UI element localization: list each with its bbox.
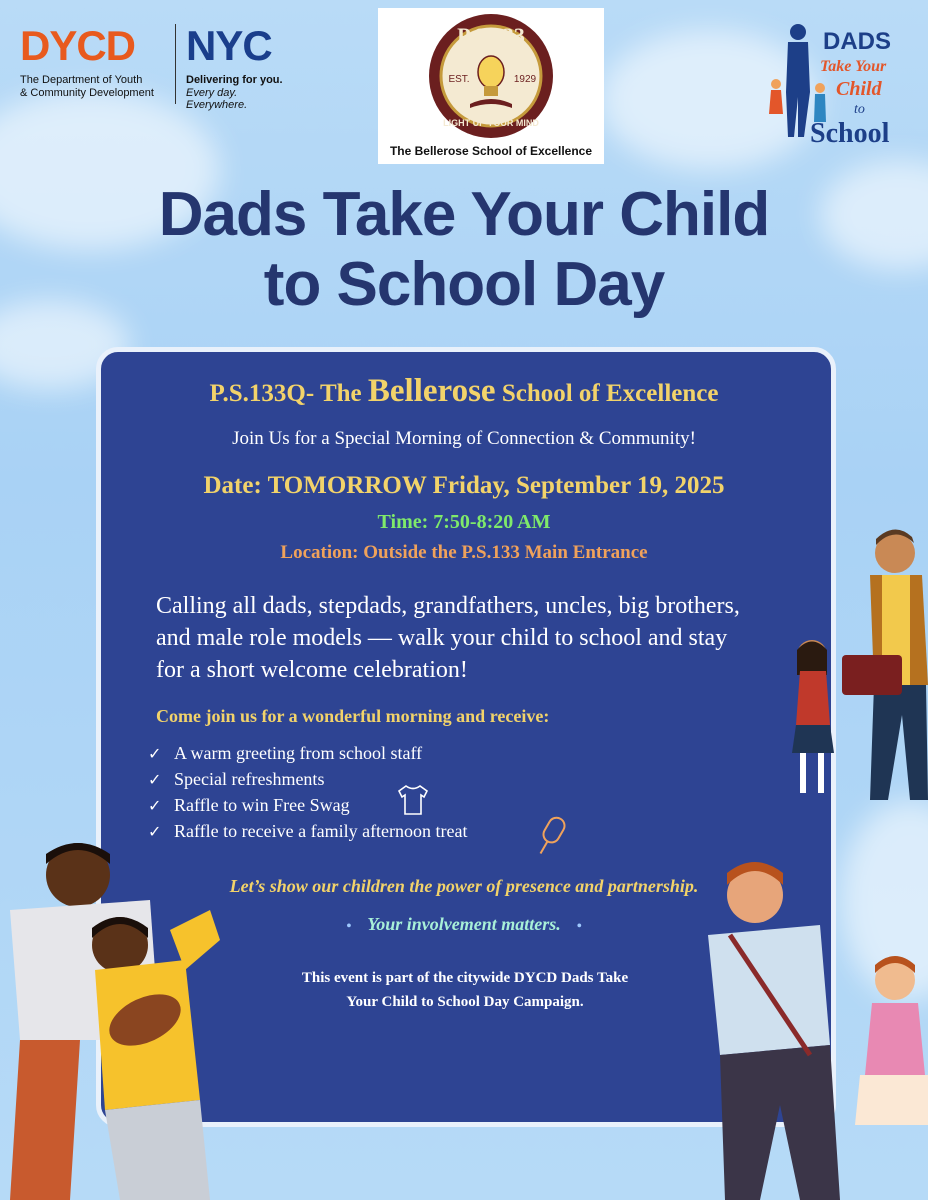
check-icon: ✓ bbox=[148, 824, 162, 841]
list-item-label: Special refreshments bbox=[174, 769, 325, 789]
popsicle-icon bbox=[530, 812, 570, 862]
presence-tagline: Let’s show our children the power of presence and partnership. bbox=[229, 876, 699, 896]
ps-name-text: P.S.133 bbox=[457, 23, 525, 48]
check-icon: ✓ bbox=[148, 798, 162, 815]
ps-motto-text: LIGHT UP YOUR MIND bbox=[443, 118, 539, 128]
ps133-seal-icon bbox=[378, 8, 604, 148]
father-son-football-illustration bbox=[0, 840, 230, 1200]
dads-logo-dads: DADS bbox=[823, 28, 892, 55]
father-girl-walking-illustration bbox=[700, 855, 928, 1200]
ps-year-text: 1929 bbox=[513, 74, 537, 85]
logo-divider bbox=[175, 24, 176, 104]
bullet-dot-icon: • bbox=[346, 919, 352, 934]
dycd-subtitle: The Department of Youth & Community Development bbox=[20, 74, 154, 99]
dads-logo-child: Child bbox=[836, 78, 882, 100]
dads-logo-take: Take Your bbox=[820, 58, 887, 75]
nyc-wordmark: NYC bbox=[186, 22, 272, 69]
list-item-label: Raffle to receive a family afternoon treat bbox=[174, 821, 468, 841]
page-title-line1: Dads Take Your Child bbox=[158, 180, 770, 249]
ps133-logo bbox=[378, 8, 604, 164]
list-item-label: Raffle to win Free Swag bbox=[174, 795, 350, 815]
check-icon: ✓ bbox=[148, 772, 162, 789]
come-join-heading: Come join us for a wonderful morning and receive: bbox=[156, 706, 550, 726]
bullet-dot-icon: • bbox=[576, 919, 582, 934]
school-title-bellerose: Bellerose bbox=[367, 373, 496, 409]
page-title-line2: to School Day bbox=[263, 250, 665, 319]
dycd-nyc-logo bbox=[20, 22, 290, 111]
dads-take-child-logo bbox=[768, 22, 908, 157]
nyc-tagline: Delivering for you. bbox=[186, 74, 283, 86]
calling-paragraph: Calling all dads, stepdads, grandfathers, uncles, big brothers, and male role models — walk your child to school and stay for a short welcome celebration! bbox=[156, 593, 740, 683]
school-title bbox=[0, 373, 928, 410]
dads-logo-to: to bbox=[854, 102, 865, 117]
list-item bbox=[148, 740, 468, 766]
tshirt-icon bbox=[395, 783, 431, 817]
join-line: Join Us for a Special Morning of Connection & Community! bbox=[232, 428, 696, 449]
event-date: Date: TOMORROW Friday, September 19, 2025 bbox=[203, 472, 725, 499]
school-title-prefix: P.S.133Q- The bbox=[209, 380, 368, 407]
nyc-tagline-2: Every day. Everywhere. bbox=[186, 87, 248, 111]
dycd-wordmark: DYCD bbox=[20, 22, 136, 69]
page-title bbox=[0, 180, 928, 320]
citywide-note: This event is part of the citywide DYCD Dads Take Your Child to School Day Campaign. bbox=[301, 970, 629, 1010]
dads-logo-school: School bbox=[810, 118, 890, 149]
event-location: Location: Outside the P.S.133 Main Entrance bbox=[280, 542, 648, 563]
ps-est-text: EST. bbox=[448, 74, 470, 85]
check-icon: ✓ bbox=[148, 746, 162, 763]
event-time: Time: 7:50-8:20 AM bbox=[377, 511, 551, 533]
ps-logo-caption: The Bellerose School of Excellence bbox=[389, 144, 593, 158]
father-daughter-illustration bbox=[770, 525, 928, 810]
school-title-suffix: School of Excellence bbox=[495, 380, 719, 407]
involvement-text: Your involvement matters. bbox=[367, 914, 561, 934]
list-item-label: A warm greeting from school staff bbox=[174, 743, 423, 763]
